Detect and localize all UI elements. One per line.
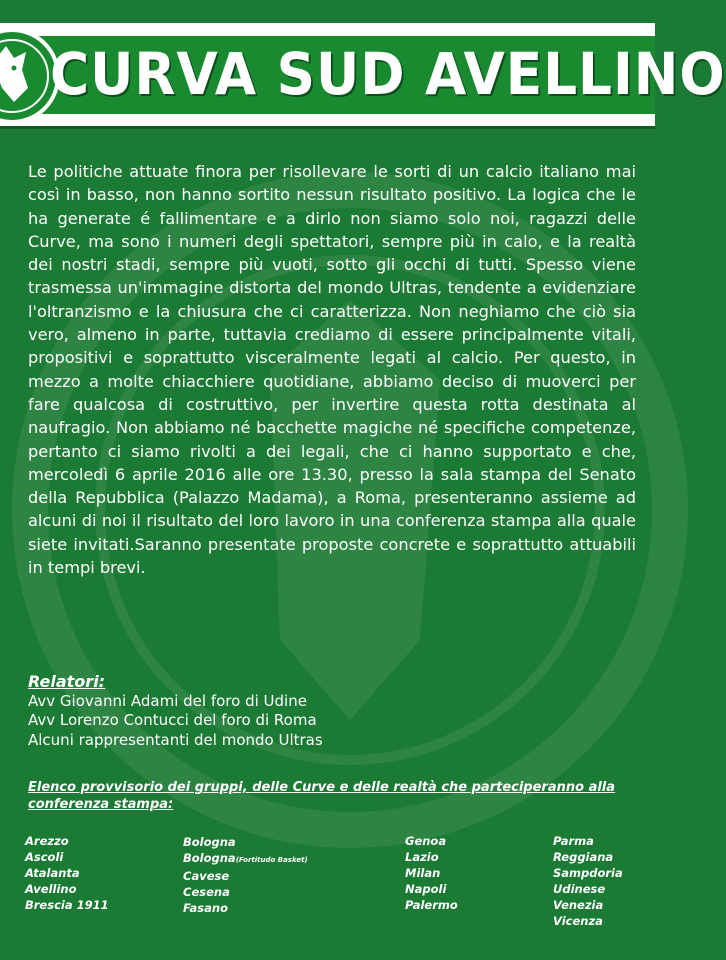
group-note: (Fortitudo Basket)	[235, 856, 308, 864]
relatori-heading: Relatori:	[28, 672, 106, 691]
relatori-section	[28, 672, 628, 750]
group-item: Reggiana	[553, 850, 614, 864]
group-item: Parma	[553, 834, 594, 848]
header-banner	[0, 0, 726, 140]
group-item: Cesena	[183, 885, 230, 899]
group-item: Cavese	[183, 869, 230, 883]
banner-title: CURVA SUD AVELLINO	[50, 40, 726, 108]
group-item: Palermo	[405, 898, 458, 912]
groups-column-2	[183, 834, 308, 916]
groups-column-4	[553, 833, 623, 929]
group-item: Fasano	[183, 901, 228, 915]
banner-shadow-stripe	[0, 126, 655, 129]
elenco-heading: Elenco provvisorio dei gruppi, delle Curve e delle realtà che parteciperanno alla conferenza stampa:	[28, 780, 616, 812]
relatori-item: Avv Giovanni Adami del foro di Udine	[28, 691, 307, 710]
group-item: Ascoli	[25, 850, 64, 864]
group-item: Atalanta	[25, 866, 80, 880]
groups-column-3	[405, 833, 458, 913]
group-item: Milan	[405, 866, 441, 880]
group-item: Genoa	[405, 834, 447, 848]
group-item-with-note	[183, 850, 308, 868]
group-item: Udinese	[553, 882, 606, 896]
wolf-crest-logo	[0, 22, 50, 130]
group-item: Sampdoria	[553, 866, 623, 880]
group-item: Venezia	[553, 898, 604, 912]
intro-paragraph: Le politiche attuate finora per risollevare le sorti di un calcio italiano mai così in basso, non hanno sortito nessun risultato positivo. La logica che le ha generate é fallimentare e a dirlo non siamo solo noi, ragazzi delle Curve, ma sono i numeri degli spettatori, sempre più in calo, e la realtà dei nostri stadi, sempre più vuoti, sotto gli occhi di tutti. Spesso viene trasmessa un'immagine distorta del mondo Ultras, tendente a evidenziare l'oltranzismo e la chiusura che ci caratterizza. Non neghiamo che ciò sia vero, almeno in parte, tuttavia crediamo di essere principalmente vitali, propositivi e soprattutto visceralmente legati al calcio. Per questo, in mezzo a molte chiacchiere quotidiane, abbiamo deciso di muoverci per fare qualcosa di costruttivo, per invertire questa rotta destinata al naufragio. Non abbiamo né bacchette magiche né specifiche competenze, pertanto ci siamo rivolti a dei legali, che ci hanno supportato e che, mercoledì 6 aprile 2016 alle ore 13.30, presso la sala stampa del Senato della Repubblica (Palazzo Madama), a Roma, presenteranno assieme ad alcuni di noi il risultato del loro lavoro in una conferenza stampa alla quale siete invitati.Saranno presentate proposte concrete e soprattutto attuabili in tempi brevi.	[28, 162, 636, 578]
group-item: Bologna	[183, 835, 236, 849]
groups-column-1	[25, 833, 109, 913]
group-item: Napoli	[405, 882, 447, 896]
relatori-item: Alcuni rappresentanti del mondo Ultras	[28, 730, 323, 749]
banner-bottom-stripe	[0, 114, 655, 126]
group-item: Arezzo	[25, 834, 69, 848]
group-item: Lazio	[405, 850, 439, 864]
group-item: Avellino	[25, 882, 77, 896]
group-name: Bologna	[183, 851, 236, 865]
group-item: Brescia 1911	[25, 898, 109, 912]
relatori-item: Avv Lorenzo Contucci del foro di Roma	[28, 711, 317, 729]
group-item: Vicenza	[553, 914, 603, 928]
